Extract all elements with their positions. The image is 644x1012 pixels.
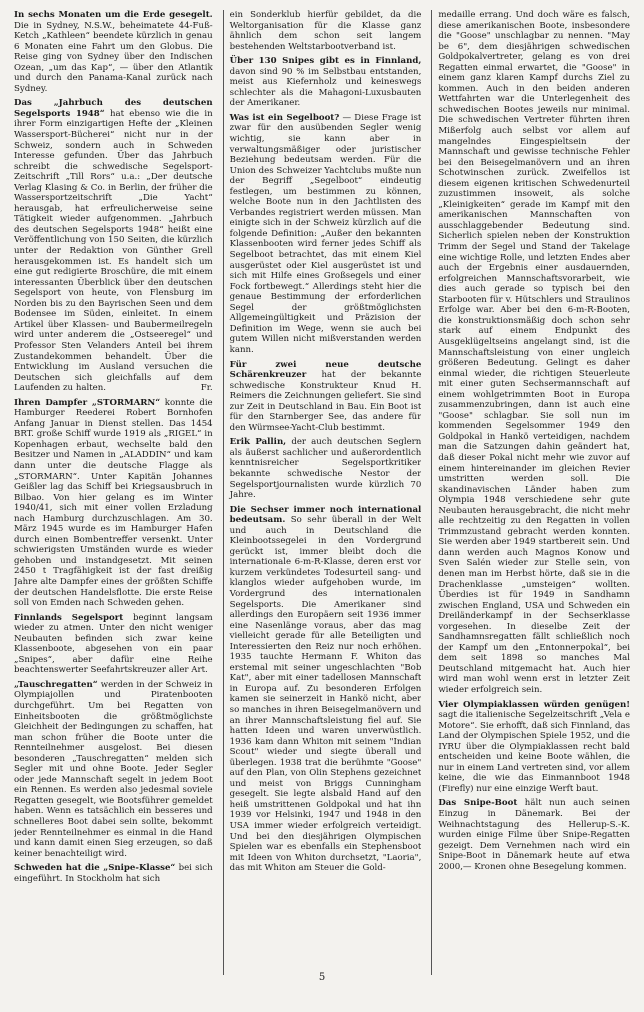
paragraph-heading: Was ist ein Segelboot? [229,112,340,123]
column-2 [223,10,422,975]
paragraph-heading: Das „Jahrbuch des deutschen Segelsports 1948“ [14,98,213,119]
article-paragraph [438,10,630,696]
paragraph-heading: Erik Pallin, [229,437,287,448]
paragraph-heading: Ihren Dampfer „STORMARN“ [14,397,161,408]
article-paragraph [14,98,213,393]
paragraph-text: bei sich eingeführt. In Stockholm hat sich [14,863,213,884]
paragraph-text: werden in der Schweiz in Olympiajollen und Piratenbooten durchgeführt. Um bei Regatten von Einheitsbooten die größtmöglichste Gleichheit der Bedingungen zu schaffen, hat man schon früher die Boote unter die Rennteilnehmer ausgelost. Bei diesen besonderen „Tauschregatten“ melden sich Segler mit und ohne Boote. Jeder Segler oder jede Mannschaft segelt in jedem Boot ein Rennen. Es werden also jedesmal soviele Regatten gesegelt, wie Bootsführer gemeldet haben. Wenn es tatsächlich ein besseres und schnelleres Boot dabei sein sollte, bekommt jeder Rennteilnehmer es einmal in die Hand und kann damit einen Sieg erzeugen, so daß keiner benachteiligt wird. [14,679,213,859]
paragraph-heading: „Tauschregatten“ [14,679,98,690]
article-paragraph [14,613,213,676]
article-paragraph [230,505,422,874]
paragraph-text: der auch deutschen Seglern als äußerst sachlicher und außerordentlich kenntnisreicher Segelsportkritiker bekannte schwedische Nestor der Segelsportjournalisten wurde kürzlich 70 Jahre. [229,437,422,501]
paragraph-heading: Schweden hat die „Snipe-Klasse“ [14,863,176,874]
article-paragraph [14,10,213,94]
paragraph-text: konnte die Hamburger Reederei Robert Bornhofen Anfang Januar in Dienst stellen. Das 1454 BRT. große Schiff wurde 1919 als „RIGEL“ in Kopenhagen erbaut, wechselte bald den Besitzer und Namen in „ALADDIN“ und kam dann unter die deutsche Flagge als „STORMARN“. Unter Kapitän Johannes Geißler lag das Schiff bei Kriegsausbruch in Bilbao. Von hier gelang es im Winter 1940/41, sich mit einer vollen Erzladung nach Hamburg durchzuschlagen. Am 30. März 1945 wurde es im Hamburger Hafen durch einen Bombentreffer versenkt. Unter schwierigsten Umständen wurde es wieder gehoben und instandgesetzt. Mit seinen 2450 t Tragfähigkeit ist der fast dreißig Jahre alte Dampfer eines der größten Schiffe der deutschen Handelsflotte. Die erste Reise soll von Emden nach Schweden gehen. [14,397,213,609]
page-number: 5 [318,972,326,983]
paragraph-heading: In sechs Monaten um die Erde gesegelt. [14,10,213,20]
article-paragraph [14,398,213,609]
paragraph-text: — Diese Frage ist zwar für den ausübenden Segler wenig wichtig, sie kann aber in verwaltungsmäßiger oder juristischer Beziehung bedeutsam werden. Für die Union des Schweizer Yachtclubs mußte nun der Begriff „Segelboot“ eindeutig festlegen, um bestimmen zu können, welche Boote nun in den Jachtlisten des Verbandes registriert werden müssen. Man einigte sich in der Schweiz kürzlich auf die folgende Definition: „Außer den bekannten Klassenbooten wird ferner jedes Schiff als Segelboot betrachtet, das mit einem Kiel ausgerüstet oder Kiel ausgerüstet ist und sich mit Hilfe eines Großsegels und einer Fock fortbewegt.“ Allerdings steht hier die genaue Bestimmung der erforderlichen Segel der größtmöglichsten Allgemeingültigkeit und Präzision der Definition im Wege, wenn sie auch bei gutem Willen nicht mißverstanden werden kann. [229,112,422,355]
author-signature: Fr. [200,383,213,394]
paragraph-text: medaille errang. Und doch wäre es falsch, diese amerikanischen Boote, insbesondere die "Goose" unschlagbar zu nennen. "May be 6", dem diesjährigen schwedischen Goldpokalvertreter, gelang es von drei Regatten einmal erwartet, die "Goose" in einem ganz klaren Kampf durchs Ziel zu kommen. Auch in den beiden anderen Wettfahrten war die Unterlegenheit des schwedischen Bootes jeweils nur minimal. Die schwedischen Vertreter führten ihren Mißerfolg auch selbst vor allem auf mangelndes Eingespieltsein der Mannschaft und gewisse technische Fehler bei den Beisegelmanövern und an ihren Schotwinschen zurück. Zweifellos ist diesem eigenen kritischen Schwedenurteil zuzustimmen insoweit, als solche „Kleinigkeiten“ gerade im Kampf mit den amerikanischen Mannschaften von ausschlaggebender Bedeutung sind. Sicherlich spielen neben der Konstruktion Trimm der Segel und Stand der Takelage eine wichtige Rolle, und letzten Endes aber auch der Ergebnis einer ausdauernden, erfolgreichen Mannschaftsvorarbeit, wie dies auch gerade so typisch bei den Starbooten für v. Hütschlers und Straulinos Erfolge war. Aber bei den 6-m-R-Booten, die konstruktionsmäßig doch schon sehr stark auf einem Endpunkt des Ausgeklügeltseins angelangt sind, ist die Mannschaftsleistung von einer ungleich größeren Bedeutung. Gelingt es daher einmal wieder, die richtigen Steuerleute mit einer guten Sechsermannschaft auf einem wohlgetrimmten Boot in Europa zusammenzubringen, dann ist auch eine "Goose" schlagbar. Sie soll nun im kommenden Segelsommer 1949 den Goldpokal in Hankö verteidigen, nachdem man die Satzungen dahin geändert hat, daß dieser Pokal nicht mehr wie zuvor auf einem hintereinander im gleichen Revier umstritten werden soll. Die skandinavischen Länder haben zum Olympia 1948 verschiedene sehr gute Neubauten herausgebracht, die nicht mehr alle rechtzeitig zu den Regatten in vollen Trimmzustand gebracht werden konnten. Sie werden aber 1949 startbereit sein. Und dann werden auch Magnos Konow und Sven Salén wieder zur Stelle sein, von denen man im Herbst hörte, daß sie in die Drachenklasse „umsteigen“ wollten. Überdies ist für 1949 in Sandhamn zwischen England, USA und Schweden ein Dreiländerkampf in der Sechserklasse vorgesehen. In dieselbe Zeit der Sandhamnsregatten fällt schließlich noch der Kampf um den „Entonnerpokal“, bei dem seit 1898 so manches Mal Deutschland mitgemacht hat. Auch hier wird man wohl wenn erst in letzter Zeit wieder erfolgreich sein. [438,10,630,695]
paragraph-text: hält nun auch seinen Einzug in Dänemark. Bei der Weihnachtstagung des Hellerup-S.-K. wurden einige Filme über Snipe-Regatten gezeigt. Dem Vernehmen nach wird ein Snipe-Boot in Dänemark heute auf etwa 2000,— Kronen ohne Besegelung kommen. [438,798,630,872]
paragraph-heading: Finnlands Segelsport [14,612,124,623]
paragraph-text: So sehr überall in der Welt und auch in Deutschland die Kleinbootssegelei in den Vordergrund gerückt ist, immer bleibt doch die internationale 6-m-R-Klasse, deren erst vor kurzem verkündetes Todesurteil sang- und klanglos wieder aufgehoben wurde, im Vordergrund des internationalen Segelsports. Die Amerikaner sind allerdings den Europäern seit 1936 immer eine Nasenlänge voraus, aber das mag vielleicht gerade für alle Beteiligten und Interessierten den Reiz nur noch erhöhen. 1935 tauchte Hermann F. Whiton das erstemal mit seiner ungeschlachten "Bob Kat", aber mit einer tadellosen Mannschaft in Europa auf. Zu besonderen Erfolgen kamen sie seinerzeit in Hankö nicht, aber so manches in ihren Beisegelmanövern und an ihrer Mannschaftsleistung fiel auf. Sie hatten Ideen und waren unverwüstlich. 1936 kam dann Whiton mit seinem "Indian Scout" wieder und siegte überall und überlegen. 1938 trat die berühmte "Goose" auf den Plan, von Olin Stephens gezeichnet und meist von Briggs Cunningham gesegelt. Sie legte alsbald Hand auf den heiß umstrittenen Goldpokal und hat ihn 1939 vor Helsinki, 1947 und 1948 in den USA immer wieder erfolgreich verteidigt. Und bei den diesjährigen Olympischen Spielen war es ebenfalls ein Stephensboot mit Ideen von Whiton durchsetzt, "Laoria", das mit Whiton am Steuer die Gold- [229,515,422,874]
article-paragraph [230,113,422,356]
article-paragraph [438,798,630,872]
article-paragraph [230,360,422,434]
paragraph-text: hat der bekannte schwedische Konstrukteur Knud H. Reimers die Zeichnungen geliefert. Sie sind zur Zeit in Deutschland in Bau. Ein Boot ist für den Starnberger See, das andere für den Würmsee-Yacht-Club bestimmt. [229,370,422,433]
column-3 [431,10,630,975]
paragraph-text: sagt die italienische Segelzeitschrift „Vela e Motore“. Sie erhofft, daß sich Finnland, das Land der Olympischen Spiele 1952, und die IYRU über die Olympiaklassen recht bald entscheiden und keine Boote wählen, die nur in einem Land vertreten sind, vor allem keine, die wie das Einmannboot 1948 (Firefly) nur eine einzige Werft baut. [438,710,630,794]
paragraph-heading: Die Sechser immer noch international bedeutsam. [229,504,422,526]
article-paragraph [14,680,213,859]
article-paragraph [230,56,422,109]
paragraph-heading: Über 130 Snipes gibt es in Finnland, [229,56,422,67]
article-paragraph [14,863,213,884]
column-1 [14,10,213,975]
article-paragraph [230,437,422,500]
paragraph-text: davon sind 90 % im Selbstbau entstanden, meist aus Kiefernholz und keineswegs schlechter als die Mahagoni-Luxusbauten der Amerikaner. [229,66,422,109]
paragraph-text: Die in Sydney, N.S.W., beheimatete 44-Fuß-Ketch „Kathleen“ beendete kürzlich in genau 6 Monaten eine Fahrt um den Globus. Die Reise ging von Sydney über den Indischen Ozean, „um das Kap“, — über den Atlantik und durch den Panama-Kanal zurück nach Sydney. [14,20,213,94]
paragraph-text: beginnt langsam wieder zu atmen. Unter den nicht weniger Neubauten befinden sich zwar keine Klassenboote, abgesehen von ein paar „Snipes“, aber dafür eine Reihe beachtenswerter Seefahrtskreuzer aller Art. [14,612,213,676]
article-columns [14,10,630,975]
paragraph-text: hat ebenso wie die in ihrer Form einzigartigen Hefte der „Kleinen Wassersport-Bücherei“ nicht nur in der Schweiz, sondern auch in Schweden Interesse gefunden. Über das Jahrbuch schreibt die schwedische Segelsport-Zeitschrift „Till Rors“ u.a.: „Der deutsche Verlag Klasing & Co. in Berlin, der früher die Wassersportzeitschrift „Die Yacht“ herausgab, hat erfreulicherweise seine Tätigkeit wieder aufgenommen. „Jahrbuch des deutschen Segelsports 1948“ heißt eine Veröffentlichung von 150 Seiten, die kürzlich unter der Redaktion von Günther Grell herausgekommen ist. Es handelt sich um eine gut redigierte Broschüre, die mit einem interessanten Überblick über den deutschen Segelsport von heute, von Flensburg im Norden bis zu den Bayrischen Seen und dem Bodensee im Süden, einleitet. In einem Artikel über Klassen- und Baubermeilregeln wird unter anderem die „Ostseeregel“ und Professor Sten Velanders Anteil bei ihrem Zustandekommen behandelt. Über die Entwicklung im Ausland versuchen die Deutschen sich gleichfalls auf dem Laufenden zu halten. [14,108,213,394]
paragraph-text: ein Sonderklub hierfür gebildet, da die Weltorganisation für die Klasse ganz ähnlich dem schon seit langem bestehenden Weltstarbootverband ist. [229,10,422,52]
article-paragraph [230,10,422,52]
article-paragraph [438,700,630,795]
paragraph-heading: Vier Olympiaklassen würden genügen! [438,699,630,710]
paragraph-heading: Für zwei neue deutsche Schärenkreuzer [229,359,422,381]
paragraph-heading: Das Snipe-Boot [438,798,518,809]
